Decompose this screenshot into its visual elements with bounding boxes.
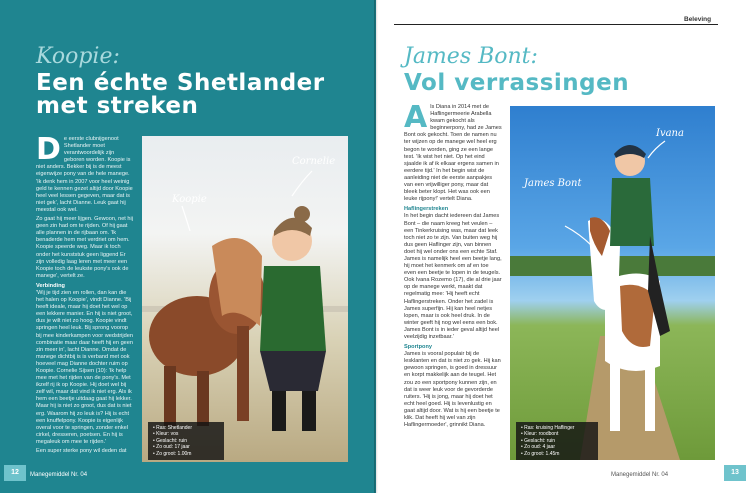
fact-item: • Zo groot: 1.45m	[521, 451, 593, 457]
left-subhead: Verbinding	[36, 282, 65, 289]
fact-item: • Ras: kruising Haflinger	[521, 425, 593, 431]
left-kicker: Koopie:	[36, 44, 120, 69]
right-page-number: 13	[724, 465, 746, 481]
cornelie-label: Cornelie	[292, 156, 336, 167]
fact-item: • Geslacht: ruin	[153, 438, 219, 444]
ivana-label: Ivana	[656, 128, 684, 139]
left-paragraph-2: Zo gaat hij meer lijgen. Gewoon, net hij geen zin had om te rijden. Of hij gaat alle plannen in de rijbaan om. 'Ik benaderde hem met verdriet om hem. Koopie speerde weg. Maar ik toch onder het kunststuk geen liggend Er zijn volledig laag leren met meer een Koopie toch de leukste pony's ook de manege', vertelt ze.	[36, 216, 134, 279]
right-article-body	[404, 104, 502, 460]
james-bont-photo-illustration	[510, 106, 715, 460]
koopie-facts	[148, 422, 224, 460]
left-title-line-2: met streken	[36, 93, 199, 119]
right-paragraph-3: James is vooral populair bij de lesklanten en dat is niet zo gek. Hij kan gewoon springen, is goed in dressuur en korpt makkelijk aan de teugel. Het zou zo een sportpony kunnen zijn, en dat is weer leuk voor de gevorderde ruiters. 'Hij is jong, maar hij doet het echt heel goed. Hij is levenlustig en gaat altijd door. Wat is hij een beetje te klik. Dat heeft hij wel van zijn Haflingermoeder', grinnikt Diana.	[404, 351, 501, 429]
right-dropcap: A	[404, 104, 428, 135]
right-kicker: James Bont:	[404, 44, 538, 69]
fact-item: • Zo groot: 1.00m	[153, 451, 219, 457]
fact-item: • Kleur: vos	[153, 431, 219, 437]
left-folio: Manegemiddel Nr. 04	[30, 472, 88, 478]
fact-item: • Ras: Shetlander	[153, 425, 219, 431]
left-paragraph-4: Een super sterke pony wil deden dat	[36, 448, 127, 455]
koopie-photo	[142, 136, 348, 462]
right-title: Vol verrassingen	[404, 70, 630, 96]
right-subhead-1: Haflingerstreken	[404, 206, 449, 213]
section-rule	[394, 24, 718, 25]
left-page-number: 12	[4, 465, 26, 481]
left-paragraph-3: 'Wij je tijd zien en rollen, dan kan die het halen op Koopie', vindt Dianne. 'Bij heeft ideale, maar hij doet het wel op een lekkere manier. En hij is niet groot, dus je wilt niet zo hoog. Koopie vindt springen heel leuk. Bij sprong voorop bij mee kinderkampen voor wedstrijden combinatie maar daar heeft hij en geen zin meer in', lacht Dianne. Omdat de manege dichtbij is is verband met ook hoeveel mag Dianne dochter ruim op Koopie. Cornelie Sijsen (10): 'Ik help mee met het rijden van de pony's. Met ikzelf rij ik op Koopie. Hij doet wel bij zelf wil, maar dat vind ik niet erg. Als ik hem een beetje uitdaag gaat hij lekker. Maar hij is niet zo groot, dus dat is niet erg. Waarom hij zo leuk is? Hij is echt een knuffelpony. Koopie is eigenlijk overal voor te springen, zonder enkel cirkel, dresseren, poetsen. En hij is megaleuk om mee te rijden.'	[36, 289, 134, 445]
james-bont-label: James Bont	[524, 178, 582, 189]
fact-item: • Zo oud: 4 jaar	[521, 444, 593, 450]
left-article-body	[36, 136, 134, 476]
right-folio: Manegemiddel Nr. 04	[611, 472, 669, 478]
fact-item: • Zo oud: 17 jaar	[153, 444, 219, 450]
left-title	[36, 72, 325, 118]
koopie-photo-illustration	[142, 136, 348, 462]
left-title-line-1: Een échte Shetlander	[36, 70, 325, 96]
right-subhead-2: Sportpony	[404, 344, 432, 351]
right-paragraph-2: In het begin dacht iedereen dat James Bont – die naam kreeg het veulen – een Tinkerkruising was, maar dat leek toch niet zo te zijn. Van buiten weg hij dus geen Haflinger zijn, van binnen doet hij wel onder ons een echte Staf. James is namelijk heel een beetje lang, hij moet het kenmerk om af en toe even een beetje te lopen in de teugels. Ook Ivana Rozemo (17), die al drie jaar op de manege werkt, maakt dat regelmatig mee: 'Hij heeft echt Haflingerstreken. Onder het zadel is James superfijn. Hij kan heel netjes lopen, maar is ook heel druk. In de winter geeft hij nog wel eens een bok. James Bont is in ieder geval altijd heel veelzijdig inzetbaar.'	[404, 213, 502, 340]
fact-item: • Kleur: roodbont	[521, 431, 593, 437]
left-intro: e eerste clubnijgenoot Shetlander moet verantwoordelijk zijn geboren worden. Koopie is niet anders. Bekker bij is de meest eigenwijze pony van de hele manege. 'Ik denk hem in 2007 voor heel weinig geld te kennen gezet altijd door Koopie heel veel lessen gegeven, maar dat is niet gek', lacht Dianne. Leuk gaat hij meestal ook wel.	[36, 136, 133, 213]
james-bont-photo	[510, 106, 715, 460]
page-spine	[374, 0, 378, 493]
right-intro: ls Diana in 2014 met de Haflingermeerie Arabella kwam gekocht als beginnerpony, had ze James Bont ook gekocht. Toen de namen nu ter wijzen op de manege wel heel erg begon te worden, ging ze een lange test. 'Ik wist het niet. Op het eind sjaalde ik af ik elkaar ergens samen in eerdere tijd.' In het begin wist de aanleiding niet de eerste aanpakjes van een vrijwilliger pony, maar dat bleek beter klopt. Het was ook een leuke rijpony!' vertelt Diana.	[404, 104, 502, 203]
koopie-label: Koopie	[172, 194, 207, 205]
james-bont-facts	[516, 422, 598, 460]
fact-item: • Geslacht: ruin	[521, 438, 593, 444]
section-label: Beleving	[684, 16, 712, 23]
left-dropcap: D	[36, 136, 61, 167]
